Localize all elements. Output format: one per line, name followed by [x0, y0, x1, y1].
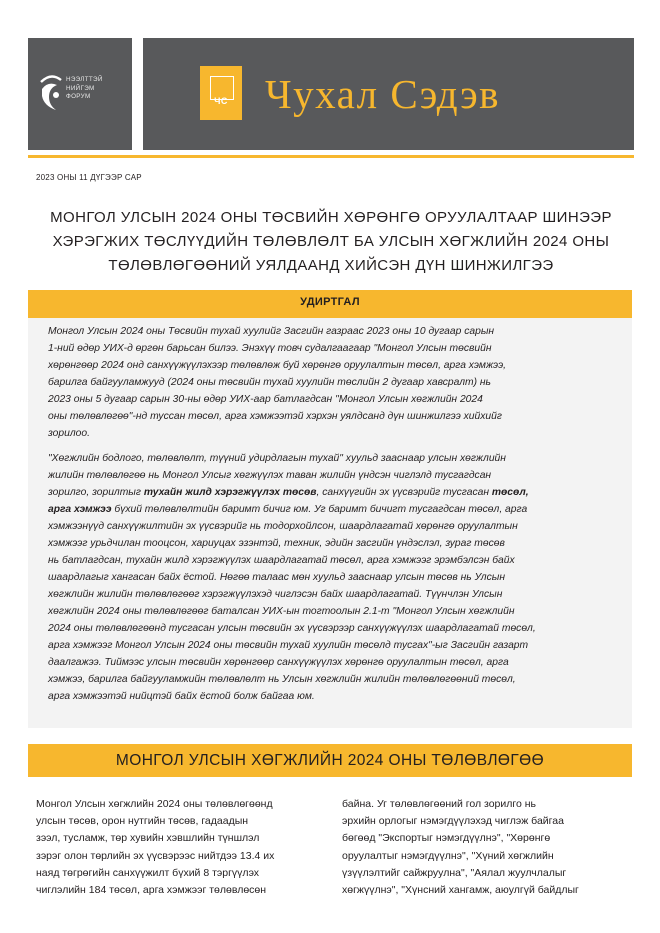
org-name-line: НЭЭЛТТЭЙ	[66, 76, 103, 83]
introduction-body	[48, 323, 614, 705]
text-line: барилга байгууламжууд (2024 оны төсвийн тухай хуулийн төслийн 2 дугаар хавсралт) нь	[48, 377, 491, 388]
text-line: байна. Уг төлөвлөгөөний гол зорилго нь	[342, 798, 537, 810]
org-name-line: ФОРУМ	[66, 93, 91, 101]
introduction-box	[28, 290, 632, 728]
intro-paragraph-2	[48, 450, 614, 705]
text-run: зорилго, зорилтыг	[48, 487, 144, 498]
text-line: 2023 оны 5 дугаар сарын 30-ны өдөр УИХ-аар батлагдсан "Монгол Улсын хөгжлийн 2024	[48, 394, 483, 405]
emphasis-text: тухайн жилд хэрэгжүүлэх төсөв	[143, 487, 317, 498]
text-line: Монгол Улсын хөгжлийн 2024 оны төлөвлөгөөнд	[36, 798, 273, 810]
text-line: 2024 оны төлөвлөгөөнд тусгасан улсын төсвийн эх үүсвэрээр санхүүжүүлэх шаардлагатай төсөл,	[48, 623, 536, 634]
publication-header	[143, 38, 634, 150]
text-line: хөгжлийн жилийн төлөвлөгөөг хэрэгжүүлэхэд чиглэсэн байх шаардлагатай. Түүнчлэн Улсын	[48, 589, 503, 600]
text-run: , санхүүгийн эх үүсвэрийг тусгасан	[316, 487, 492, 498]
text-line: оруулалтыг нэмэгдүүлнэ", "Хүний хөгжлийн	[342, 849, 554, 862]
header-divider	[28, 155, 634, 158]
text-line: арга хэмжээг Монгол Улсын 2024 оны төсвийн тухай хуулийн төсөлд тусгах"-ыг Засгийн газарт	[48, 640, 529, 651]
text-line: наяд төгрөгийн санхүүжилт бүхий 8 тэргүүлэх	[36, 866, 260, 879]
org-name	[66, 76, 128, 102]
text-line	[48, 484, 614, 501]
page-title-line: ТӨЛӨВЛӨГӨӨНИЙ УЯЛДААНД ХИЙСЭН ДҮН ШИНЖИЛГЭЭ	[108, 257, 554, 274]
text-line: үзүүлэлтийг сайжруулна", "Аялал жуулчлалыг	[342, 866, 567, 879]
section-heading: МОНГОЛ УЛСЫН ХӨГЖЛИЙН 2024 ОНЫ ТӨЛӨВЛӨГӨӨ	[115, 752, 545, 769]
body-column-left	[36, 796, 328, 899]
intro-paragraph-1	[48, 323, 614, 442]
introduction-heading-bar	[28, 290, 632, 318]
page-title-line: ХЭРЭГЖИХ ТӨСЛҮҮДИЙН ТӨЛӨВЛӨЛТ БА УЛСЫН ХӨГЖЛИЙН 2024 ОНЫ	[52, 233, 610, 250]
text-line: хөрөнгөөр 2024 онд санхүүжүүлэхээр төлөвлөж буй хөрөнгө оруулалтын төсөл, арга хэмжээ,	[48, 360, 507, 371]
text-line: хөгжлийн 2024 оны төлөвлөгөөг баталсан УИХ-ын тогтоолын 2.1-т "Монгол Улсын хөгжлийн	[48, 606, 515, 617]
text-line: хэмжээ, барилга байгууламжийн төлөвлөлт нь Улсын хөгжлийн жилийн төлөвлөгөөний төсөл,	[48, 674, 516, 685]
text-line: зорилоо.	[48, 428, 90, 439]
text-line: улсын төсөв, орон нутгийн төсөв, гадаадын	[36, 815, 249, 828]
body-column-right	[342, 796, 634, 899]
text-line: зэрэг олон төрлийн эх үүсвэрээс нийтдээ 13.4 их	[36, 849, 275, 862]
text-line: бөгөөд "Экспортыг нэмэгдүүлнэ", "Хөрөнгө	[342, 832, 551, 845]
emphasis-text: арга хэмжээ	[48, 504, 112, 515]
introduction-heading: УДИРТГАЛ	[300, 296, 360, 308]
text-line: 1-ний өдөр УИХ-д өргөн барьсан билээ. Энэхүү товч судалгаагаар "Монгол Улсын төсвийн	[48, 343, 492, 354]
org-logo-panel	[28, 38, 132, 150]
text-line: шаардлагыг хангасан байх ёстой. Нөгөө талаас мөн хуульд зааснаар улсын төсөв нь Улсын	[48, 572, 505, 583]
text-line: жилийн төлөвлөгөө нь Монгол Улсыг хөгжүүлэх таван жилийн үндсэн чиглэлд тусгагдсан	[48, 470, 492, 481]
text-line: хэмжээнүүд санхүүжилтийн эх үүсвэрийг нь тодорхойлсон, шаардлагатай хөрөнгө оруулалтын	[48, 521, 518, 532]
text-line: хөгжүүлнэ", "Хүнсний хангамж, аюулгүй байдлыг	[342, 884, 579, 897]
section-heading-bar	[28, 744, 632, 777]
page-title	[36, 206, 626, 278]
text-line: хэмжээг урьдчилан тооцсон, хариуцах эзэнтэй, техник, эдийн засгийн үндэслэл, зураг төсөв	[48, 538, 505, 549]
text-line: оны төлөвлөгөө"-нд туссан төсөл, арга хэмжээтэй хэрхэн уялдсанд дүн шинжилгээ хийхийг	[48, 411, 502, 422]
emphasis-text: төсөл,	[491, 487, 529, 498]
text-run: бүхий төлөвлөлтийн баримт бичиг юм. Уг баримт бичигт тусгагдсан төсөл, арга	[111, 504, 528, 515]
cs-badge-logo	[200, 66, 242, 120]
text-line: нь батлагдсан, тухайн жилд хэрэгжүүлэх шаардлагатай төсөл, арга хэмжээг эрэмбэлсэн байх	[48, 555, 515, 566]
page-title-line: МОНГОЛ УЛСЫН 2024 ОНЫ ТӨСВИЙН ХӨРӨНГӨ ОРУУЛАЛТААР ШИНЭЭР	[50, 209, 612, 226]
open-society-logo-icon	[38, 70, 64, 114]
text-line: чиглэлийн 184 төсөл, арга хэмжээг төлөвлөсөн	[36, 884, 267, 897]
org-name-line: НИЙГЭМ	[66, 84, 95, 92]
text-line: арга хэмжээтэй нийцтэй байх ёстой болж байгаа юм.	[48, 691, 315, 702]
text-line: даалгажээ. Тиймээс улсын төсвийн хөрөнгөөр санхүүжүүлэх хөрөнгө оруулалтын төсөл, арга	[48, 657, 509, 668]
text-line: "Хөгжлийн бодлого, төлөвлөлт, түүний удирдлагын тухай" хуульд зааснаар улсын хөгжлийн	[48, 453, 506, 464]
issue-date: 2023 ОНЫ 11 ДҮГЭЭР САР	[36, 173, 142, 182]
text-line	[48, 501, 614, 518]
publication-title: Чухал Сэдэв	[265, 71, 501, 117]
text-line: зээл, тусламж, төр хувийн хэвшлийн түншлэл	[36, 832, 260, 845]
text-line: эрхийн орлогыг нэмэгдүүлэхэд чиглэж байгаа	[342, 815, 564, 828]
text-line: Монгол Улсын 2024 оны Төсвийн тухай хуулийг Засгийн газраас 2023 оны 10 дугаар сарын	[48, 326, 495, 337]
badge-label: ЧС	[214, 96, 228, 106]
